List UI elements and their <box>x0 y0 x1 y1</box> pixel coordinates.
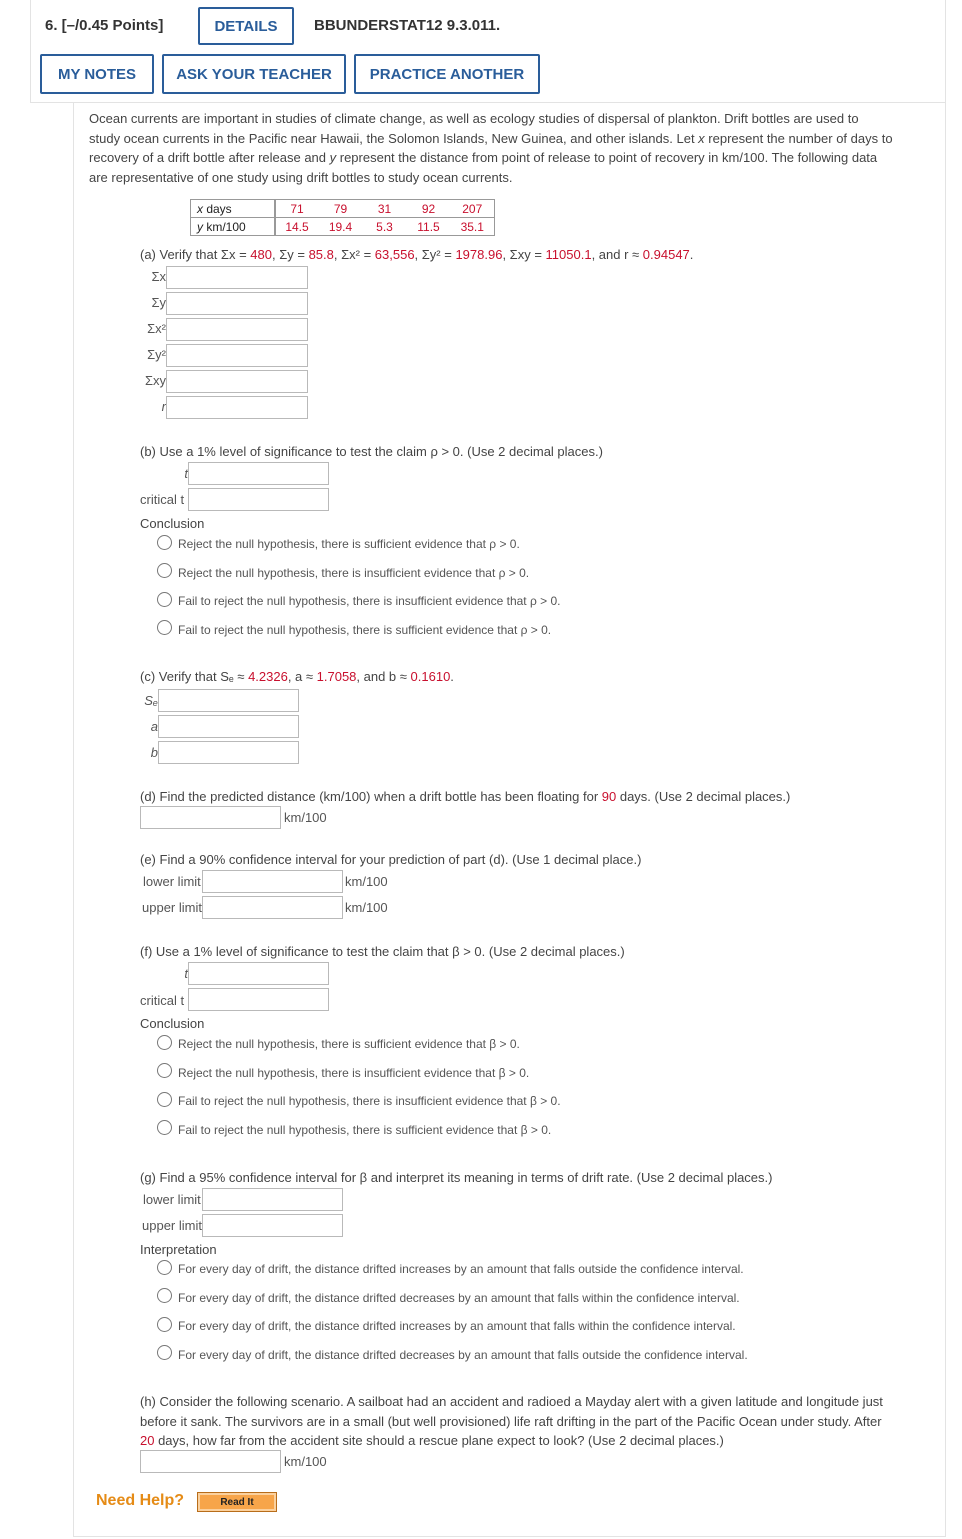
part-g-radio-4[interactable] <box>157 1345 172 1360</box>
part-b-conclusion-label: Conclusion <box>140 516 205 531</box>
part-g-prompt: (g) Find a 95% confidence interval for β and interpret its meaning in terms of drift rate. (Use 2 decimal places.) <box>140 1170 773 1185</box>
table-cell: 71 <box>275 200 319 218</box>
ask-teacher-button[interactable]: ASK YOUR TEACHER <box>162 54 346 94</box>
part-b-option-1: Reject the null hypothesis, there is sufficient evidence that ρ > 0. <box>178 537 520 551</box>
se-label: Sₑ <box>144 693 158 708</box>
part-b-option-3: Fail to reject the null hypothesis, there is insufficient evidence that ρ > 0. <box>178 594 561 608</box>
b-label: b <box>150 745 158 760</box>
part-e-lower-input[interactable] <box>202 870 343 893</box>
part-g-option-3: For every day of drift, the distance drifted increases by an amount that falls within the confidence interval. <box>178 1319 736 1333</box>
part-a-prompt: (a) Verify that Σx = 480, Σy = 85.8, Σx² = 63,556, Σy² = 1978.96, Σxy = 11050.1, and r ≈ 0.94547. <box>140 247 694 262</box>
problem-statement <box>89 109 935 187</box>
part-h-line-3: 20 days, how far from the accident site should a rescue plane expect to look? (Use 2 decimal places.) <box>140 1433 724 1449</box>
details-button[interactable]: DETAILS <box>198 7 294 45</box>
part-f-option-4: Fail to reject the null hypothesis, there is sufficient evidence that β > 0. <box>178 1123 552 1137</box>
practice-another-button[interactable]: PRACTICE ANOTHER <box>354 54 540 94</box>
intro-line-4: are representative of one study using drift bottles to study ocean currents. <box>89 169 513 185</box>
part-f-t-label: t <box>184 966 188 981</box>
sum-y-label: Σy <box>151 295 166 310</box>
part-f-radio-3[interactable] <box>157 1092 172 1107</box>
part-g-lower-input[interactable] <box>202 1188 343 1211</box>
part-g-lower-label: lower limit <box>143 1192 201 1207</box>
sum-y-input[interactable] <box>166 292 308 315</box>
a-label: a <box>150 719 158 734</box>
sum-y2-input[interactable] <box>166 344 308 367</box>
part-g-radio-2[interactable] <box>157 1288 172 1303</box>
part-f-radio-2[interactable] <box>157 1063 172 1078</box>
part-f-radio-4[interactable] <box>157 1120 172 1135</box>
part-f-option-1: Reject the null hypothesis, there is sufficient evidence that β > 0. <box>178 1037 520 1051</box>
part-b-t-input[interactable] <box>188 462 329 485</box>
a-input[interactable] <box>158 715 299 738</box>
question-points: 6. [–/0.45 Points] <box>45 17 164 34</box>
part-b-option-2: Reject the null hypothesis, there is insufficient evidence that ρ > 0. <box>178 566 530 580</box>
part-b-option-4: Fail to reject the null hypothesis, there is sufficient evidence that ρ > 0. <box>178 623 552 637</box>
part-f-option-2: Reject the null hypothesis, there is insufficient evidence that β > 0. <box>178 1066 530 1080</box>
part-d-unit: km/100 <box>284 810 327 825</box>
table-cell: 14.5 <box>275 218 319 236</box>
part-e-upper-label: upper limit <box>142 900 202 915</box>
table-cell: 35.1 <box>451 218 495 236</box>
part-g-upper-input[interactable] <box>202 1214 343 1237</box>
table-cell: 5.3 <box>363 218 407 236</box>
table-cell: 79 <box>319 200 363 218</box>
b-input[interactable] <box>158 741 299 764</box>
table-cell: 31 <box>363 200 407 218</box>
part-e-lower-label: lower limit <box>143 874 201 889</box>
part-g-option-1: For every day of drift, the distance drifted increases by an amount that falls outside the confidence interval. <box>178 1262 744 1276</box>
question-code: BBUNDERSTAT12 9.3.011. <box>314 17 501 34</box>
part-g-option-2: For every day of drift, the distance drifted decreases by an amount that falls within the confidence interval. <box>178 1291 740 1305</box>
sum-x-input[interactable] <box>166 266 308 289</box>
part-e-upper-input[interactable] <box>202 896 343 919</box>
table-header-y: y km/100 <box>191 218 275 236</box>
part-f-option-3: Fail to reject the null hypothesis, there is insufficient evidence that β > 0. <box>178 1094 561 1108</box>
table-cell: 11.5 <box>407 218 451 236</box>
part-b-critical-t-input[interactable] <box>188 488 329 511</box>
part-f-t-input[interactable] <box>188 962 329 985</box>
part-b-radio-2[interactable] <box>157 563 172 578</box>
part-g-radio-1[interactable] <box>157 1260 172 1275</box>
need-help-label: Need Help? <box>96 1492 185 1509</box>
part-g-upper-label: upper limit <box>142 1218 202 1233</box>
part-e-upper-unit: km/100 <box>345 900 388 915</box>
sum-x-label: Σx <box>151 269 166 284</box>
sum-xy-label: Σxy <box>144 373 166 388</box>
table-cell: 92 <box>407 200 451 218</box>
r-input[interactable] <box>166 396 308 419</box>
sum-x2-input[interactable] <box>166 318 308 341</box>
part-h-prompt <box>140 1392 930 1451</box>
table-cell: 207 <box>451 200 495 218</box>
part-f-critical-t-label: critical t <box>140 993 185 1008</box>
part-e-lower-unit: km/100 <box>345 874 388 889</box>
sum-x2-label: Σx² <box>147 321 166 336</box>
part-f-prompt: (f) Use a 1% level of significance to test the claim that β > 0. (Use 2 decimal places.) <box>140 944 625 959</box>
table-cell: 19.4 <box>319 218 363 236</box>
part-f-critical-t-input[interactable] <box>188 988 329 1011</box>
table-header-x: x days <box>191 200 275 218</box>
table-row-x <box>191 200 495 218</box>
part-h-line-1: (h) Consider the following scenario. A sailboat had an accident and radioed a Mayday alert with a given latitude and longitude just <box>140 1394 883 1409</box>
sum-xy-input[interactable] <box>166 370 308 393</box>
r-label: r <box>161 399 166 414</box>
part-h-line-2: before it sank. The survivors are in a small (but well provisioned) life raft drifting in the part of the Pacific Ocean under study. After <box>140 1413 882 1429</box>
part-d-input[interactable] <box>140 806 281 829</box>
read-it-button[interactable]: Read It <box>197 1492 277 1512</box>
part-g-radio-3[interactable] <box>157 1317 172 1332</box>
intro-line-2: study ocean currents in the Pacific near Hawaii, the Solomon Islands, New Guinea, and other islands. Let x represent the number of days to <box>89 130 893 146</box>
part-g-interpretation-label: Interpretation <box>140 1242 217 1257</box>
my-notes-button[interactable]: MY NOTES <box>40 54 154 94</box>
part-h-input[interactable] <box>140 1450 281 1473</box>
data-table <box>190 199 495 236</box>
part-b-critical-t-label: critical t <box>140 492 185 507</box>
intro-line-3: recovery of a drift bottle after release and y represent the distance from point of release to point of recovery in km/100. The following data <box>89 150 878 166</box>
sum-y2-label: Σy² <box>147 347 166 362</box>
table-row-y <box>191 218 495 236</box>
intro-line-1: Ocean currents are important in studies of climate change, as well as ecology studies of dispersal of plankton. Drift bottles are used to <box>89 111 859 126</box>
part-b-t-label: t <box>184 466 188 481</box>
part-b-radio-3[interactable] <box>157 592 172 607</box>
part-f-conclusion-label: Conclusion <box>140 1016 205 1031</box>
part-f-radio-1[interactable] <box>157 1035 172 1050</box>
part-g-option-4: For every day of drift, the distance drifted decreases by an amount that falls outside the confidence interval. <box>178 1348 748 1362</box>
part-e-prompt: (e) Find a 90% confidence interval for your prediction of part (d). (Use 1 decimal place.) <box>140 852 642 867</box>
part-h-unit: km/100 <box>284 1454 327 1469</box>
part-b-radio-4[interactable] <box>157 620 172 635</box>
part-b-radio-1[interactable] <box>157 535 172 550</box>
part-c-prompt: (c) Verify that Sₑ ≈ 4.2326, a ≈ 1.7058, and b ≈ 0.1610. <box>140 669 454 684</box>
part-d-prompt: (d) Find the predicted distance (km/100) when a drift bottle has been floating for 90 days. (Use 2 decimal places.) <box>140 789 791 804</box>
part-b-prompt: (b) Use a 1% level of significance to test the claim ρ > 0. (Use 2 decimal places.) <box>140 444 603 459</box>
se-input[interactable] <box>158 689 299 712</box>
